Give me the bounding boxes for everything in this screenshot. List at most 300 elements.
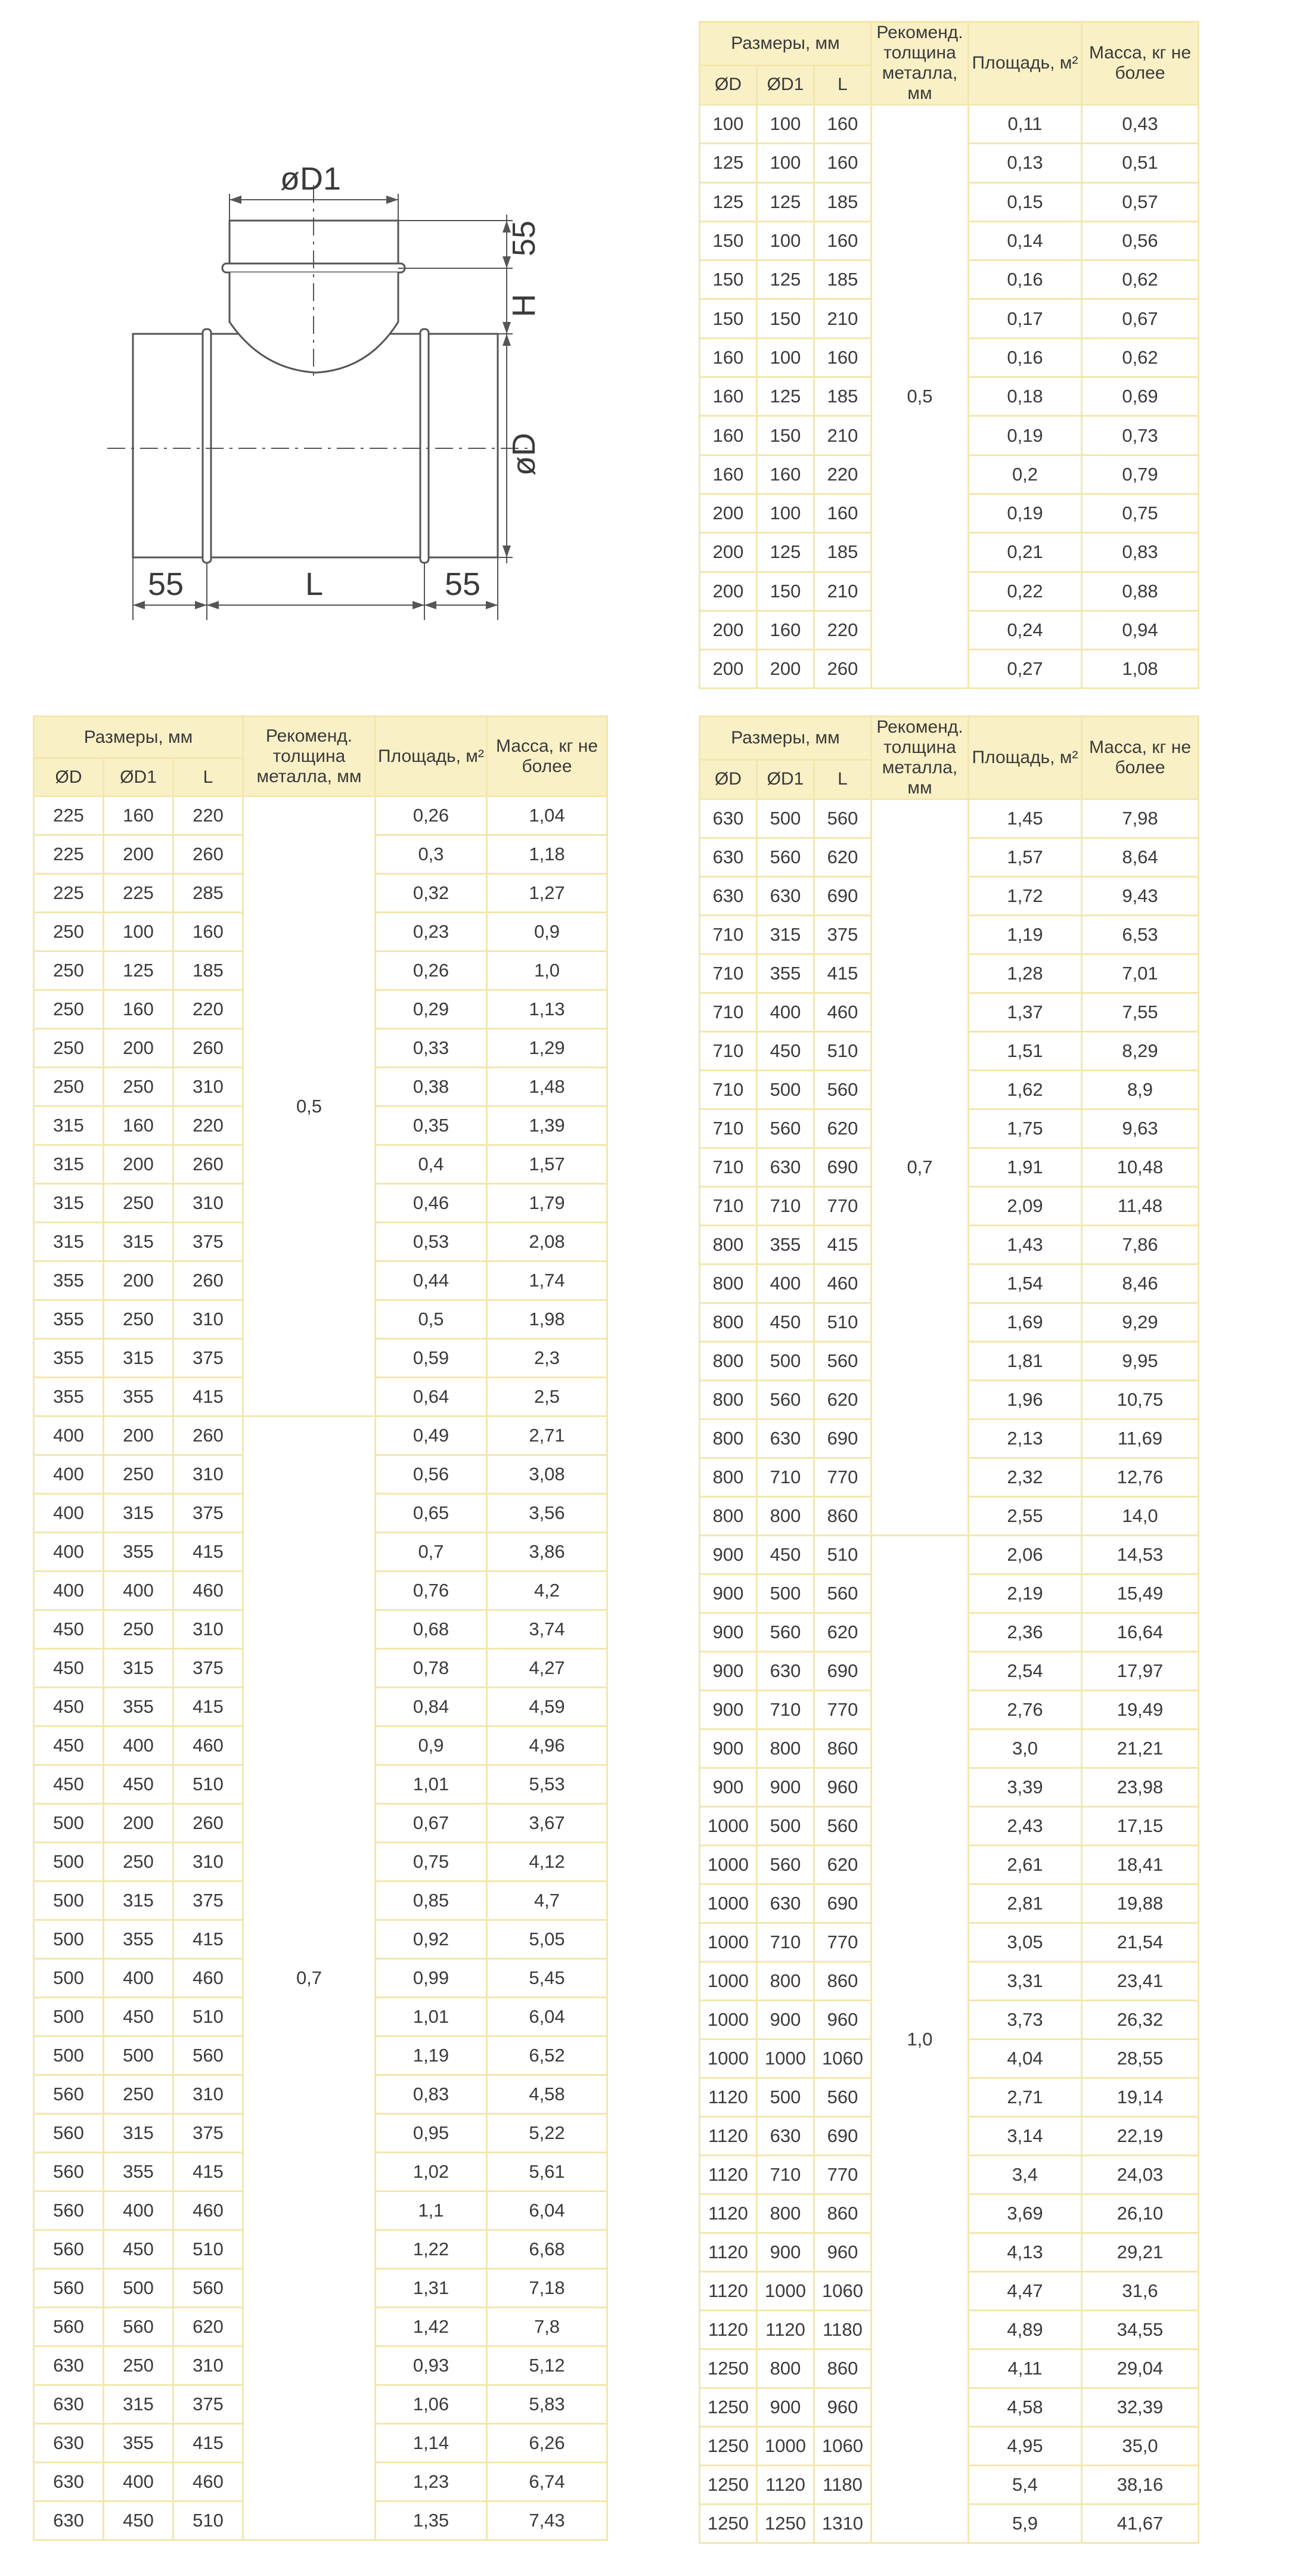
cell-d1: 560 bbox=[104, 2308, 173, 2346]
cell-l: 260 bbox=[173, 1416, 243, 1455]
cell-d1: 250 bbox=[104, 1455, 173, 1494]
cell-d1: 150 bbox=[757, 299, 814, 338]
header-mass: Масса, кг не более bbox=[487, 717, 607, 796]
cell-d1: 900 bbox=[757, 1768, 814, 1807]
cell-d: 1250 bbox=[700, 2427, 757, 2466]
header-col-d1: ØD1 bbox=[757, 760, 814, 799]
cell-mass: 21,54 bbox=[1082, 1923, 1199, 1962]
cell-d: 1000 bbox=[700, 2039, 757, 2078]
cell-mass: 7,98 bbox=[1082, 799, 1199, 838]
cell-mass: 1,18 bbox=[487, 835, 607, 874]
cell-d: 630 bbox=[34, 2463, 104, 2501]
cell-mass: 0,67 bbox=[1082, 299, 1199, 338]
cell-area: 0,76 bbox=[376, 1571, 487, 1610]
cell-d: 800 bbox=[700, 1497, 757, 1536]
cell-d: 800 bbox=[700, 1458, 757, 1497]
cell-mass: 0,75 bbox=[1082, 494, 1199, 532]
cell-mass: 7,18 bbox=[487, 2269, 607, 2308]
cell-d1: 100 bbox=[757, 221, 814, 260]
cell-l: 310 bbox=[173, 1455, 243, 1494]
cell-d: 630 bbox=[34, 2501, 104, 2540]
cell-l: 310 bbox=[173, 1068, 243, 1106]
cell-area: 1,54 bbox=[969, 1264, 1082, 1303]
cell-d: 250 bbox=[34, 1068, 104, 1106]
cell-d1: 500 bbox=[757, 1807, 814, 1846]
cell-d1: 250 bbox=[104, 2346, 173, 2385]
cell-area: 0,92 bbox=[376, 1920, 487, 1959]
cell-area: 2,81 bbox=[969, 1884, 1082, 1923]
cell-l: 620 bbox=[173, 2308, 243, 2346]
cell-l: 220 bbox=[173, 1106, 243, 1145]
cell-area: 2,06 bbox=[969, 1536, 1082, 1574]
cell-mass: 1,79 bbox=[487, 1184, 607, 1223]
cell-d: 315 bbox=[34, 1106, 104, 1145]
cell-area: 0,19 bbox=[969, 494, 1082, 532]
cell-area: 2,43 bbox=[969, 1807, 1082, 1846]
cell-l: 1060 bbox=[814, 2427, 872, 2466]
header-row bbox=[34, 717, 607, 758]
cell-d1: 560 bbox=[757, 1613, 814, 1652]
cell-area: 0,32 bbox=[376, 874, 487, 913]
cell-area: 0,17 bbox=[969, 299, 1082, 338]
cell-d: 1120 bbox=[700, 2156, 757, 2194]
cell-d1: 710 bbox=[757, 1923, 814, 1962]
cell-d1: 1120 bbox=[757, 2311, 814, 2349]
cell-d: 560 bbox=[34, 2114, 104, 2153]
cell-d1: 355 bbox=[104, 2424, 173, 2463]
cell-area: 2,54 bbox=[969, 1652, 1082, 1691]
cell-area: 4,89 bbox=[969, 2311, 1082, 2349]
cell-d: 1250 bbox=[700, 2466, 757, 2504]
cell-area: 1,01 bbox=[376, 1765, 487, 1804]
cell-area: 2,71 bbox=[969, 2078, 1082, 2117]
cell-mass: 0,73 bbox=[1082, 416, 1199, 455]
cell-l: 260 bbox=[173, 835, 243, 874]
cell-d: 1000 bbox=[700, 1846, 757, 1884]
cell-l: 960 bbox=[814, 2233, 872, 2272]
cell-area: 4,04 bbox=[969, 2039, 1082, 2078]
cell-mass: 5,05 bbox=[487, 1920, 607, 1959]
cell-d: 800 bbox=[700, 1419, 757, 1458]
cell-area: 1,51 bbox=[969, 1032, 1082, 1071]
cell-l: 560 bbox=[814, 799, 872, 838]
cell-mass: 11,48 bbox=[1082, 1187, 1199, 1226]
cell-area: 0,16 bbox=[969, 261, 1082, 299]
cell-area: 1,57 bbox=[969, 838, 1082, 877]
cell-d: 160 bbox=[700, 416, 757, 455]
cell-mass: 2,71 bbox=[487, 1416, 607, 1455]
cell-d: 900 bbox=[700, 1574, 757, 1613]
cell-d1: 355 bbox=[757, 1226, 814, 1264]
cell-mass: 1,04 bbox=[487, 796, 607, 835]
cell-area: 1,1 bbox=[376, 2191, 487, 2230]
cell-area: 0,75 bbox=[376, 1843, 487, 1881]
cell-l: 860 bbox=[814, 2349, 872, 2388]
cell-mass: 4,59 bbox=[487, 1688, 607, 1726]
cell-d1: 630 bbox=[757, 1884, 814, 1923]
cell-area: 1,19 bbox=[376, 2036, 487, 2075]
cell-area: 0,11 bbox=[969, 105, 1082, 144]
spec-table-3 bbox=[699, 715, 1199, 2544]
cell-l: 1180 bbox=[814, 2311, 872, 2349]
cell-d1: 160 bbox=[104, 990, 173, 1029]
header-col-d: ØD bbox=[700, 65, 757, 104]
cell-mass: 9,95 bbox=[1082, 1342, 1199, 1381]
cell-mass: 0,51 bbox=[1082, 144, 1199, 182]
cell-mass: 34,55 bbox=[1082, 2311, 1199, 2349]
cell-l: 510 bbox=[814, 1032, 872, 1071]
cell-area: 0,95 bbox=[376, 2114, 487, 2153]
header-col-d1: ØD1 bbox=[757, 65, 814, 104]
cell-d: 200 bbox=[700, 533, 757, 572]
cell-d1: 150 bbox=[757, 416, 814, 455]
cell-d1: 355 bbox=[104, 1533, 173, 1571]
right-flange bbox=[420, 329, 429, 563]
cell-l: 560 bbox=[814, 1071, 872, 1109]
cell-area: 0,4 bbox=[376, 1145, 487, 1184]
cell-d1: 630 bbox=[757, 1652, 814, 1691]
cell-d: 225 bbox=[34, 874, 104, 913]
cell-l: 770 bbox=[814, 2156, 872, 2194]
cell-d: 1000 bbox=[700, 1962, 757, 2001]
cell-area: 0,67 bbox=[376, 1804, 487, 1843]
cell-l: 160 bbox=[814, 338, 872, 377]
cell-area: 0,2 bbox=[969, 455, 1082, 494]
cell-d: 630 bbox=[700, 877, 757, 916]
cell-d1: 500 bbox=[104, 2036, 173, 2075]
cell-d: 1250 bbox=[700, 2504, 757, 2543]
cell-d1: 500 bbox=[757, 1342, 814, 1381]
header-sizes: Размеры, мм bbox=[34, 717, 243, 758]
cell-area: 0,26 bbox=[376, 951, 487, 990]
cell-area: 1,96 bbox=[969, 1381, 1082, 1419]
cell-mass: 3,08 bbox=[487, 1455, 607, 1494]
cell-d: 200 bbox=[700, 610, 757, 649]
cell-d: 200 bbox=[700, 650, 757, 689]
cell-l: 460 bbox=[173, 2191, 243, 2230]
table-row bbox=[700, 799, 1199, 838]
cell-d: 1000 bbox=[700, 1923, 757, 1962]
cell-l: 260 bbox=[173, 1261, 243, 1300]
cell-area: 0,21 bbox=[969, 533, 1082, 572]
cell-d1: 315 bbox=[757, 916, 814, 954]
cell-d1: 125 bbox=[757, 377, 814, 416]
cell-d1: 900 bbox=[757, 2388, 814, 2427]
cell-d1: 800 bbox=[757, 1497, 814, 1536]
cell-d: 400 bbox=[34, 1571, 104, 1610]
cell-area: 2,19 bbox=[969, 1574, 1082, 1613]
header-sizes: Размеры, мм bbox=[700, 717, 872, 760]
cell-d: 1120 bbox=[700, 2311, 757, 2349]
cell-mass: 4,12 bbox=[487, 1843, 607, 1881]
cell-thickness: 0,5 bbox=[243, 796, 376, 1416]
cell-mass: 7,8 bbox=[487, 2308, 607, 2346]
cell-mass: 4,58 bbox=[487, 2075, 607, 2114]
cell-l: 960 bbox=[814, 1768, 872, 1807]
cell-d: 125 bbox=[700, 144, 757, 182]
cell-mass: 32,39 bbox=[1082, 2388, 1199, 2427]
cell-l: 185 bbox=[814, 377, 872, 416]
header-mass: Масса, кг не более bbox=[1082, 22, 1199, 105]
cell-l: 860 bbox=[814, 1962, 872, 2001]
cell-area: 1,75 bbox=[969, 1109, 1082, 1148]
cell-d: 630 bbox=[34, 2424, 104, 2463]
cell-d: 100 bbox=[700, 105, 757, 144]
cell-area: 1,06 bbox=[376, 2385, 487, 2424]
cell-l: 620 bbox=[814, 1381, 872, 1419]
cell-l: 560 bbox=[173, 2036, 243, 2075]
cell-l: 210 bbox=[814, 572, 872, 610]
cell-l: 690 bbox=[814, 1148, 872, 1187]
cell-d: 710 bbox=[700, 1148, 757, 1187]
label-55-top: 55 bbox=[506, 220, 542, 256]
cell-l: 560 bbox=[173, 2269, 243, 2308]
cell-d1: 315 bbox=[104, 1223, 173, 1261]
cell-d1: 630 bbox=[757, 2117, 814, 2156]
cell-mass: 23,98 bbox=[1082, 1768, 1199, 1807]
cell-mass: 19,49 bbox=[1082, 1691, 1199, 1729]
cell-d1: 150 bbox=[757, 572, 814, 610]
cell-d1: 100 bbox=[757, 144, 814, 182]
cell-area: 1,01 bbox=[376, 1998, 487, 2036]
cell-l: 460 bbox=[814, 993, 872, 1032]
cell-d1: 560 bbox=[757, 838, 814, 877]
cell-mass: 35,0 bbox=[1082, 2427, 1199, 2466]
cell-d: 710 bbox=[700, 1187, 757, 1226]
cell-l: 220 bbox=[173, 990, 243, 1029]
cell-area: 0,23 bbox=[376, 913, 487, 951]
cell-d1: 1250 bbox=[757, 2504, 814, 2543]
cell-area: 0,93 bbox=[376, 2346, 487, 2385]
cell-mass: 0,57 bbox=[1082, 182, 1199, 221]
cell-mass: 7,55 bbox=[1082, 993, 1199, 1032]
cell-mass: 0,88 bbox=[1082, 572, 1199, 610]
cell-d: 200 bbox=[700, 494, 757, 532]
cell-d: 710 bbox=[700, 1071, 757, 1109]
cell-d: 225 bbox=[34, 796, 104, 835]
cell-l: 690 bbox=[814, 1419, 872, 1458]
cell-thickness: 0,7 bbox=[243, 1416, 376, 2540]
cell-d: 315 bbox=[34, 1184, 104, 1223]
cell-d1: 900 bbox=[757, 2233, 814, 2272]
cell-area: 0,15 bbox=[969, 182, 1082, 221]
cell-d1: 355 bbox=[757, 954, 814, 993]
cell-d: 355 bbox=[34, 1378, 104, 1416]
header-area: Площадь, м² bbox=[969, 717, 1082, 799]
cell-area: 3,05 bbox=[969, 1923, 1082, 1962]
cell-d: 1120 bbox=[700, 2078, 757, 2117]
cell-mass: 29,21 bbox=[1082, 2233, 1199, 2272]
cell-l: 160 bbox=[814, 494, 872, 532]
cell-l: 860 bbox=[814, 1497, 872, 1536]
cell-area: 2,55 bbox=[969, 1497, 1082, 1536]
cell-mass: 6,68 bbox=[487, 2230, 607, 2269]
cell-area: 0,56 bbox=[376, 1455, 487, 1494]
cell-area: 1,37 bbox=[969, 993, 1082, 1032]
cell-d: 250 bbox=[34, 990, 104, 1029]
cell-d: 150 bbox=[700, 299, 757, 338]
label-55-left: 55 bbox=[148, 566, 184, 602]
cell-d1: 500 bbox=[757, 1574, 814, 1613]
label-55-right: 55 bbox=[445, 566, 481, 602]
cell-d1: 100 bbox=[757, 494, 814, 532]
cell-l: 310 bbox=[173, 2346, 243, 2385]
cell-l: 510 bbox=[173, 1765, 243, 1804]
cell-l: 770 bbox=[814, 1458, 872, 1497]
cell-d1: 160 bbox=[104, 796, 173, 835]
cell-d: 160 bbox=[700, 455, 757, 494]
cell-mass: 16,64 bbox=[1082, 1613, 1199, 1652]
cell-l: 260 bbox=[173, 1029, 243, 1068]
cell-d: 630 bbox=[34, 2346, 104, 2385]
cell-d: 200 bbox=[700, 572, 757, 610]
cell-l: 185 bbox=[814, 182, 872, 221]
cell-d1: 200 bbox=[104, 1804, 173, 1843]
cell-mass: 18,41 bbox=[1082, 1846, 1199, 1884]
cell-l: 1180 bbox=[814, 2466, 872, 2504]
cell-l: 310 bbox=[173, 1300, 243, 1339]
cell-d1: 200 bbox=[104, 1145, 173, 1184]
cell-l: 310 bbox=[173, 1184, 243, 1223]
cell-mass: 3,74 bbox=[487, 1610, 607, 1649]
header-mass: Масса, кг не более bbox=[1082, 717, 1199, 799]
cell-area: 0,53 bbox=[376, 1223, 487, 1261]
cell-d: 1120 bbox=[700, 2194, 757, 2233]
cell-d: 450 bbox=[34, 1688, 104, 1726]
cell-d1: 160 bbox=[757, 610, 814, 649]
cell-l: 220 bbox=[814, 455, 872, 494]
cell-area: 0,84 bbox=[376, 1688, 487, 1726]
cell-mass: 5,53 bbox=[487, 1765, 607, 1804]
cell-d: 560 bbox=[34, 2075, 104, 2114]
cell-area: 3,4 bbox=[969, 2156, 1082, 2194]
cell-d: 160 bbox=[700, 377, 757, 416]
cell-d: 355 bbox=[34, 1339, 104, 1378]
cell-d: 900 bbox=[700, 1613, 757, 1652]
cell-area: 0,49 bbox=[376, 1416, 487, 1455]
cell-mass: 5,12 bbox=[487, 2346, 607, 2385]
cell-d: 1000 bbox=[700, 1884, 757, 1923]
cell-l: 510 bbox=[173, 1998, 243, 2036]
cell-mass: 28,55 bbox=[1082, 2039, 1199, 2078]
cell-d1: 450 bbox=[104, 2501, 173, 2540]
cell-l: 510 bbox=[173, 2230, 243, 2269]
cell-area: 0,46 bbox=[376, 1184, 487, 1223]
cell-mass: 14,0 bbox=[1082, 1497, 1199, 1536]
cell-area: 1,28 bbox=[969, 954, 1082, 993]
cell-d: 250 bbox=[34, 913, 104, 951]
cell-d1: 710 bbox=[757, 1187, 814, 1226]
cell-d: 400 bbox=[34, 1416, 104, 1455]
cell-mass: 6,52 bbox=[487, 2036, 607, 2075]
cell-mass: 1,29 bbox=[487, 1029, 607, 1068]
label-d: øD bbox=[506, 433, 542, 476]
cell-l: 220 bbox=[173, 796, 243, 835]
header-row bbox=[700, 22, 1199, 66]
cell-d1: 560 bbox=[757, 1381, 814, 1419]
cell-d1: 200 bbox=[104, 1029, 173, 1068]
header-col-d1: ØD1 bbox=[104, 758, 173, 796]
cell-d: 800 bbox=[700, 1226, 757, 1264]
cell-area: 2,13 bbox=[969, 1419, 1082, 1458]
header-thickness: Рекоменд. толщина металла, мм bbox=[872, 717, 969, 799]
cell-d1: 315 bbox=[104, 2385, 173, 2424]
cell-mass: 8,46 bbox=[1082, 1264, 1199, 1303]
cell-area: 0,19 bbox=[969, 416, 1082, 455]
cell-d1: 450 bbox=[104, 1765, 173, 1804]
cell-l: 960 bbox=[814, 2388, 872, 2427]
cell-mass: 0,94 bbox=[1082, 610, 1199, 649]
label-l: L bbox=[305, 566, 324, 602]
cell-mass: 9,43 bbox=[1082, 877, 1199, 916]
cell-area: 0,65 bbox=[376, 1494, 487, 1533]
cell-mass: 5,22 bbox=[487, 2114, 607, 2153]
cell-area: 1,22 bbox=[376, 2230, 487, 2269]
header-thickness: Рекоменд. толщина металла, мм bbox=[243, 717, 376, 796]
cell-mass: 5,61 bbox=[487, 2153, 607, 2191]
cell-l: 770 bbox=[814, 1923, 872, 1962]
cell-area: 4,13 bbox=[969, 2233, 1082, 2272]
cell-d: 450 bbox=[34, 1649, 104, 1688]
cell-area: 0,22 bbox=[969, 572, 1082, 610]
cell-mass: 5,45 bbox=[487, 1959, 607, 1998]
cell-mass: 17,15 bbox=[1082, 1807, 1199, 1846]
cell-l: 160 bbox=[814, 144, 872, 182]
cell-l: 375 bbox=[173, 1339, 243, 1378]
header-sizes: Размеры, мм bbox=[700, 22, 872, 66]
cell-l: 210 bbox=[814, 416, 872, 455]
cell-mass: 7,43 bbox=[487, 2501, 607, 2540]
cell-area: 0,24 bbox=[969, 610, 1082, 649]
cell-l: 375 bbox=[173, 1223, 243, 1261]
cell-mass: 6,74 bbox=[487, 2463, 607, 2501]
cell-area: 4,58 bbox=[969, 2388, 1082, 2427]
spec-table-1 bbox=[699, 21, 1199, 689]
cell-mass: 2,08 bbox=[487, 1223, 607, 1261]
cell-l: 310 bbox=[173, 2075, 243, 2114]
cell-l: 415 bbox=[173, 1378, 243, 1416]
cell-area: 1,23 bbox=[376, 2463, 487, 2501]
cell-d: 560 bbox=[34, 2153, 104, 2191]
cell-l: 690 bbox=[814, 2117, 872, 2156]
cell-mass: 0,9 bbox=[487, 913, 607, 951]
cell-area: 3,39 bbox=[969, 1768, 1082, 1807]
cell-l: 620 bbox=[814, 1613, 872, 1652]
cell-area: 5,9 bbox=[969, 2504, 1082, 2543]
spec-table-2 bbox=[33, 715, 608, 2541]
cell-d1: 160 bbox=[104, 1106, 173, 1145]
cell-area: 0,99 bbox=[376, 1959, 487, 1998]
cell-d1: 100 bbox=[757, 338, 814, 377]
cell-d1: 315 bbox=[104, 1881, 173, 1920]
cell-area: 1,69 bbox=[969, 1303, 1082, 1342]
cell-d: 1120 bbox=[700, 2233, 757, 2272]
cell-mass: 1,13 bbox=[487, 990, 607, 1029]
cell-mass: 0,69 bbox=[1082, 377, 1199, 416]
cell-area: 0,44 bbox=[376, 1261, 487, 1300]
cell-d1: 200 bbox=[104, 1261, 173, 1300]
cell-mass: 9,63 bbox=[1082, 1109, 1199, 1148]
cell-d1: 250 bbox=[104, 2075, 173, 2114]
cell-d: 450 bbox=[34, 1610, 104, 1649]
cell-d1: 250 bbox=[104, 1843, 173, 1881]
cell-d1: 250 bbox=[104, 1184, 173, 1223]
cell-d1: 560 bbox=[757, 1846, 814, 1884]
header-col-d: ØD bbox=[700, 760, 757, 799]
cell-d1: 450 bbox=[104, 1998, 173, 2036]
cell-mass: 7,86 bbox=[1082, 1226, 1199, 1264]
cell-l: 460 bbox=[173, 1571, 243, 1610]
